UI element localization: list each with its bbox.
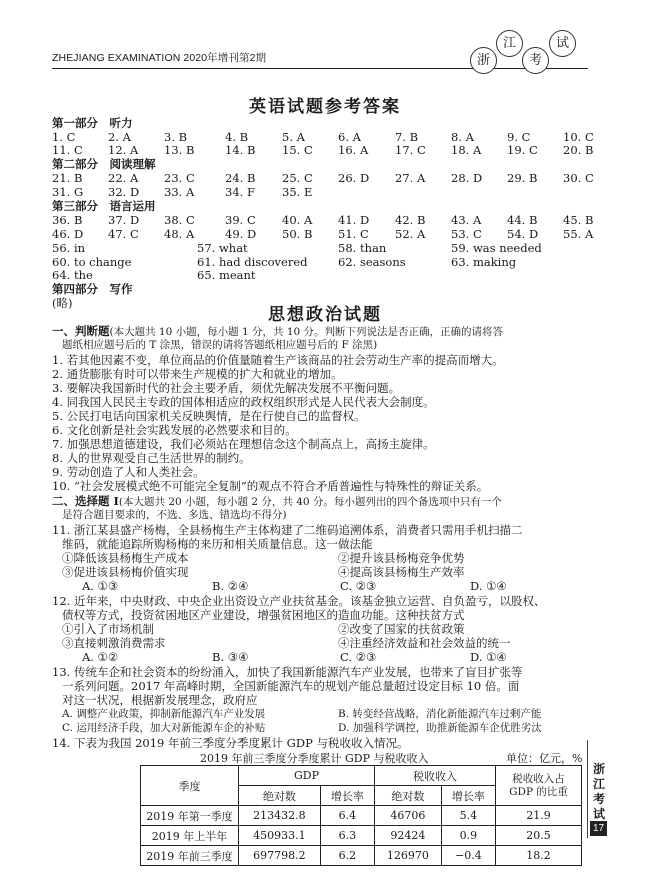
q12-choice-c: C. ②③ [340,650,377,664]
side-label: 浙江考试 [592,762,605,821]
answer-item: 17. C [395,143,426,157]
cell: 18.2 [496,846,582,866]
cell: 6.3 [320,826,374,846]
judge-item-6: 6. 文化创新是社会实践发展的必然要求和目的。 [52,423,297,437]
header-gdp: GDP [239,766,375,786]
answer-item: 25. C [282,171,313,185]
q13-choice-d: D. 加强科学调控，助推新能源车企优胜劣汰 [338,722,542,734]
answer-item: 36. B [52,213,83,227]
part4-heading: 第四部分 写作 [52,282,133,296]
judge-item-7: 7. 加强思想道德建设，我们必须站在理想信念这个制高点上，高扬主旋律。 [52,437,435,451]
answer-item: 51. C [338,227,369,241]
section1-line [52,324,503,339]
q11-option-1: ①降低该县杨梅生产成本 [62,551,189,565]
q12-choice-a: A. ①② [82,650,119,664]
judge-item-8: 8. 人的世界观受自己生活世界的制约。 [52,451,251,465]
answer-item: 57. what [197,241,248,255]
q13-line-2: 一系列问题。2017 年高峰时期，全国新能源汽车的规划产能总量超过设定目标 10 倍。面 [62,679,520,693]
answer-item: 27. A [395,171,426,185]
answer-item: 47. C [108,227,139,241]
q12-option-4: ④注重经济效益和社会效益的统一 [338,636,511,650]
answer-item: 54. D [507,227,539,241]
seal-char-3: 考 [522,47,549,74]
answer-item: 6. A [338,130,361,144]
cell: 0.9 [441,826,495,846]
judge-item-1: 1. 若其他因素不变，单位商品的价值量随着生产该商品的社会劳动生产率的提高而增大。 [52,353,504,367]
answer-item: 42. B [395,213,426,227]
answer-item: 63. making [451,255,517,269]
q12-option-1: ①引入了市场机制 [62,622,154,636]
answer-item: 48. A [164,227,195,241]
header-tax: 税收收入 [374,766,495,786]
q11-line-2: 维码，就能追踪所购杨梅的来历和相关质量信息。这一做法能 [62,537,373,551]
answer-item: 14. B [225,143,256,157]
judge-item-10: 10. “社会发展模式绝不可能完全复制”的观点不符合矛盾普遍性与特殊性的辩证关系。 [52,479,489,493]
judge-item-5: 5. 公民打电话向国家机关反映舆情，是在行使自己的监督权。 [52,409,366,423]
answer-item: 3. B [164,130,188,144]
section1-desc-2: 题纸相应题号后的 T 涂黑，错误的请将答题纸相应题号后的 F 涂黑) [62,339,378,351]
seal-char-2: 江 [496,30,523,57]
q11-choice-a: A. ①③ [82,579,119,593]
answer-item: 49. D [225,227,257,241]
answer-item: 52. A [395,227,426,241]
answer-item: 15. C [282,143,313,157]
answer-item: 24. B [225,171,256,185]
q12-option-2: ②改变了国家的扶贫政策 [338,622,465,636]
answer-item: 23. C [164,171,195,185]
page-number: 17 [590,821,607,836]
answer-item: 46. D [52,227,84,241]
cell: 6.2 [320,846,374,866]
section2-desc-2: 是符合题目要求的，不选、多选、错选均不得分) [62,509,287,521]
answer-item: 9. C [507,130,531,144]
cell: 213432.8 [239,806,321,826]
answer-item: 62. seasons [338,255,406,269]
answer-item: 18. A [451,143,482,157]
header-ratio: 税收收入占 GDP 的比重 [496,766,582,806]
cell: 697798.2 [239,846,321,866]
table-row [141,846,582,866]
part1-heading: 第一部分 听力 [52,116,133,130]
answer-item: 26. D [338,171,370,185]
cell: 2019 年前三季度 [141,846,239,866]
q12-choice-b: B. ③④ [212,650,249,664]
answer-item: 34. F [225,185,255,199]
gdp-tax-table [140,765,582,866]
q13-line-3: 对这一状况，根据新发展理念，政府应 [62,693,258,707]
part4-note: (略) [52,296,73,310]
cell: 5.4 [441,806,495,826]
cell: 126970 [374,846,441,866]
answer-item: 39. C [225,213,256,227]
journal-header: ZHEJIANG EXAMINATION 2020年增刊第2期 [52,52,267,64]
answer-item: 45. B [563,213,594,227]
answer-item: 32. D [108,185,140,199]
table-row [141,806,582,826]
answer-item: 8. A [451,130,474,144]
header-tax-abs: 绝对数 [374,786,441,806]
judge-item-4: 4. 同我国人民民主专政的国体相适应的政权组织形式是人民代表大会制度。 [52,395,435,409]
cell: 20.5 [496,826,582,846]
section1-title: 一、判断题 [52,324,110,338]
q12-line-1: 12. 近年来，中央财政、中央企业出资设立产业扶贫基金。该基金独立运营、自负盈亏，以股权、 [52,594,546,608]
answer-item: 41. D [338,213,370,227]
header-quarter: 季度 [141,766,239,806]
answer-item: 1. C [52,130,76,144]
answer-item: 19. C [507,143,538,157]
cell: 46706 [374,806,441,826]
answer-item: 61. had discovered [197,255,308,269]
table-row [141,826,582,846]
q11-option-4: ④提高该县杨梅生产效率 [338,565,465,579]
answer-item: 12. A [108,143,139,157]
answer-item: 22. A [108,171,139,185]
answer-item: 40. A [282,213,313,227]
header-rule [52,68,588,69]
seal-char-4: 试 [549,30,576,57]
answer-item: 28. D [451,171,483,185]
answer-item: 5. A [282,130,305,144]
cell: 6.4 [320,806,374,826]
q13-choice-c: C. 运用经济手段，加大对新能源车企的补贴 [62,722,266,734]
politics-title: 思想政治试题 [268,305,382,325]
q12-option-3: ③直接刺激消费需求 [62,636,166,650]
answer-item: 58. than [338,241,387,255]
q11-line-1: 11. 浙江某县盛产杨梅，全县杨梅生产主体构建了二维码追溯体系，消费者只需用手机扫描二 [52,523,523,537]
table-unit: 单位：亿元，% [506,752,583,765]
q13-choice-a: A. 调整产业政策，抑制新能源汽车产业发展 [62,708,266,720]
side-rule [587,740,588,838]
answer-item: 2. A [108,130,131,144]
header-gdp-abs: 绝对数 [239,786,321,806]
answer-item: 11. C [52,143,83,157]
table-caption: 2019 年前三季度分季度累计 GDP 与税收收入 [200,752,429,765]
answer-item: 37. D [108,213,140,227]
answer-item: 43. A [451,213,482,227]
answer-item: 20. B [563,143,594,157]
q13-choice-b: B. 转变经营战略，消化新能源汽车过剩产能 [338,708,542,720]
answer-item: 31. G [52,185,84,199]
answer-item: 50. B [282,227,313,241]
answer-item: 53. C [451,227,482,241]
q11-option-3: ③促进该县杨梅价值实现 [62,565,189,579]
answer-item: 55. A [563,227,594,241]
part2-heading: 第二部分 阅读理解 [52,157,156,171]
answer-item: 29. B [507,171,538,185]
answer-item: 7. B [395,130,419,144]
cell: 450933.1 [239,826,321,846]
judge-item-2: 2. 通货膨胀有时可以带来生产规模的扩大和就业的增加。 [52,367,343,381]
q13-line-1: 13. 传统车企和社会资本的纷纷涌入，加快了我国新能源汽车产业发展，也带来了盲目扩张等 [52,665,523,679]
header-gdp-growth: 增长率 [320,786,374,806]
answer-item: 59. was needed [451,241,542,255]
judge-item-9: 9. 劳动创造了人和人类社会。 [52,465,205,479]
answer-item: 64. the [52,268,93,282]
cell: 2019 年第一季度 [141,806,239,826]
cell: 92424 [374,826,441,846]
cell: −0.4 [441,846,495,866]
answer-item: 30. C [563,171,594,185]
cell: 21.9 [496,806,582,826]
q11-choice-d: D. ①④ [470,579,507,593]
cell: 2019 年上半年 [141,826,239,846]
answer-item: 4. B [225,130,249,144]
answer-item: 16. A [338,143,369,157]
q11-choice-c: C. ②③ [340,579,377,593]
judge-item-3: 3. 要解决我国新时代的社会主要矛盾，须优先解决发展不平衡问题。 [52,381,401,395]
section2-desc-1: (本大题共 20 小题，每小题 2 分，共 40 分。每小题列出的四个备选项中只有一个 [118,496,502,508]
answer-item: 13. B [164,143,195,157]
q11-option-2: ②提升该县杨梅竞争优势 [338,551,465,565]
answer-item: 56. in [52,241,86,255]
answer-item: 60. to change [52,255,132,269]
answer-item: 65. meant [197,268,256,282]
section2-title: 二、选择题 Ⅰ [52,494,119,508]
section2-line [52,494,502,509]
answer-item: 21. B [52,171,83,185]
answer-item: 44. B [507,213,538,227]
section1-desc-1: (本大题共 10 小题，每小题 1 分，共 10 分。判断下列说法是否正确，正确的请将答 [109,326,504,338]
english-title: 英语试题参考答案 [249,97,401,117]
q12-line-2: 债权等方式，投资贫困地区产业建设，增强贫困地区的造血功能。这种扶贫方式 [62,608,465,622]
seal-char-1: 浙 [470,47,497,74]
answer-item: 38. C [164,213,195,227]
answer-item: 33. A [164,185,195,199]
q11-choice-b: B. ②④ [212,579,249,593]
q12-choice-d: D. ①④ [470,650,507,664]
header-tax-growth: 增长率 [441,786,495,806]
part3-heading: 第三部分 语言运用 [52,199,156,213]
answer-item: 35. E [282,185,313,199]
q14-line-1: 14. 下表为我国 2019 年前三季度分季度累计 GDP 与税收收入情况。 [52,736,409,750]
answer-item: 10. C [563,130,594,144]
